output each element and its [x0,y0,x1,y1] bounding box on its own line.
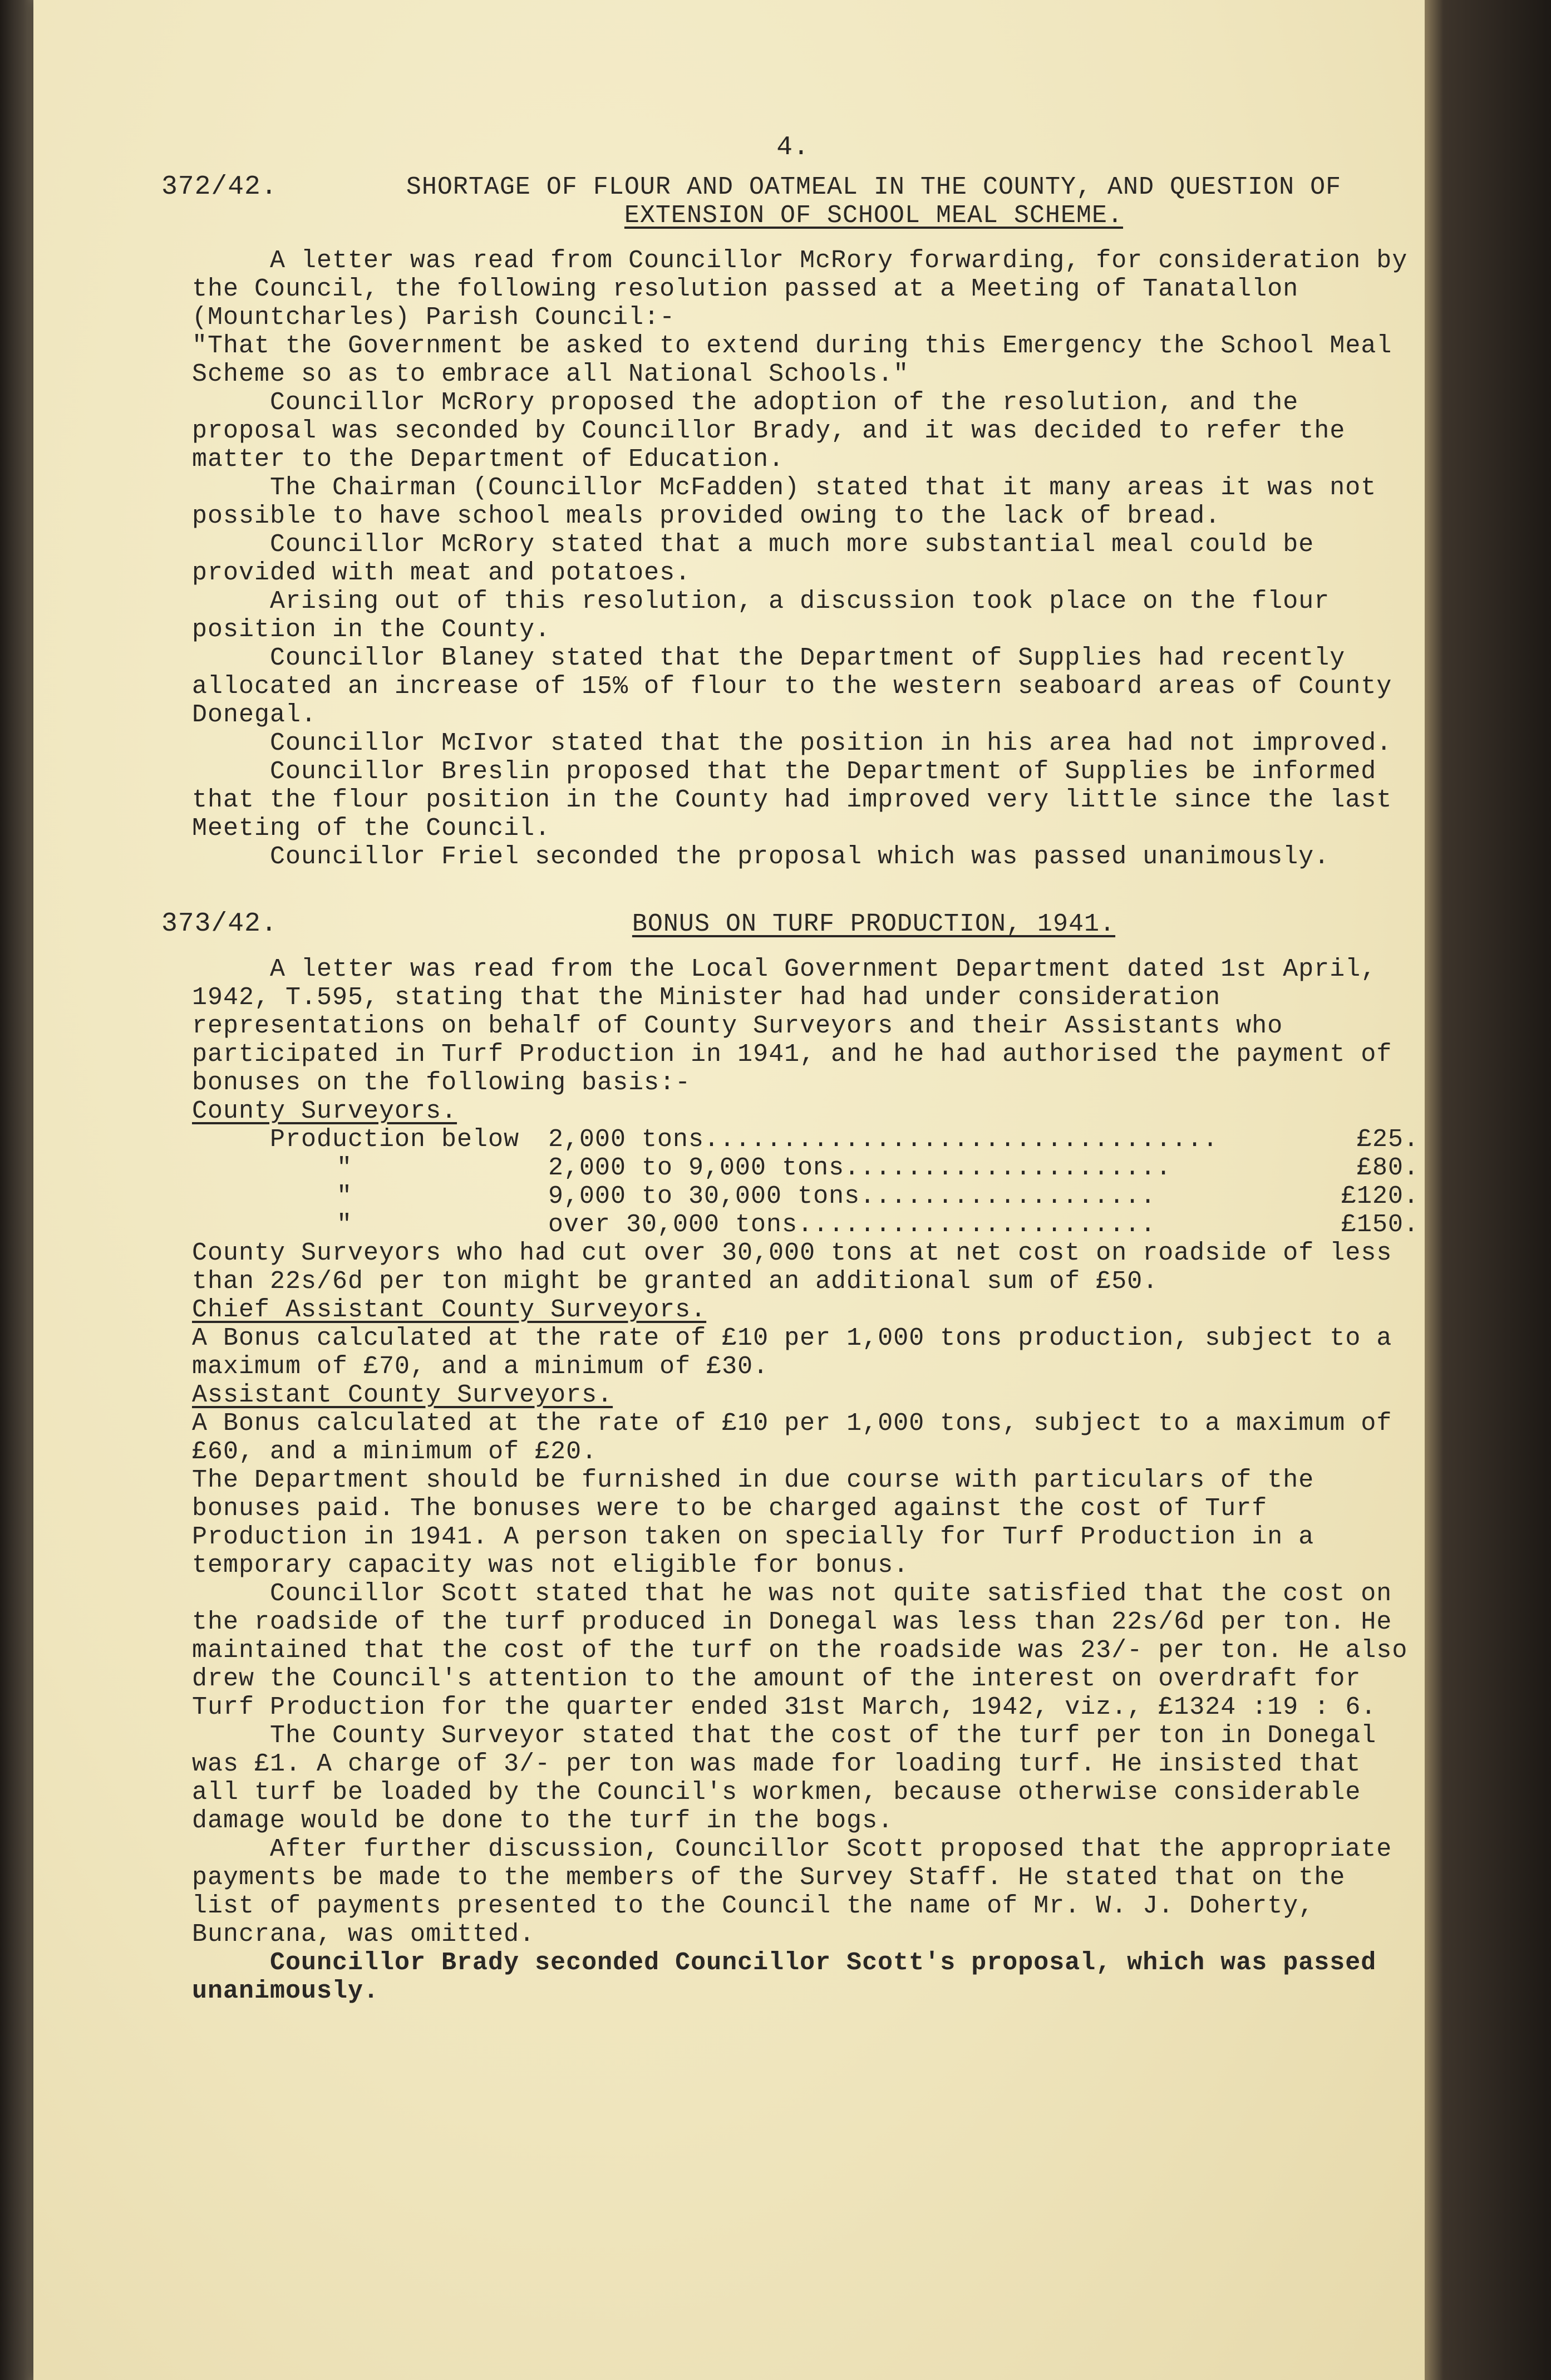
rate-row [270,1182,1419,1211]
minutes-content [161,134,1419,2005]
paragraph: Councillor Scott stated that he was not quite satisfied that the cost on the roadside of the turf produced in Donegal was less than 22s/6d per ton. He maintained that the cost of the turf on the roadside was 23/- per ton. He also drew the Council's attention to the amount of the interest on overdraft for Turf Production for the quarter ended 31st March, 1942, viz., £1324 :19 : 6. [192,1580,1408,1722]
paragraph: The County Surveyor stated that the cost of the turf per ton in Donegal was £1. A charge of 3/- per ton was made for loading turf. He insisted that all turf be loaded by the Council's workmen, because otherwise considerable damage would be done to the turf in the bogs. [192,1722,1377,1835]
rate-row [270,1125,1419,1154]
paragraph: Councillor McRory stated that a much more substantial meal could be provided with meat and potatoes. [192,530,1314,587]
paragraph: A Bonus calculated at the rate of £10 per 1,000 tons, subject to a maximum of £60, and a minimum of £20. [192,1409,1392,1466]
bonus-rates-table [270,1125,1419,1239]
item-ref: 373/42. [161,909,278,939]
paragraph: A Bonus calculated at the rate of £10 per 1,000 tons production, subject to a maximum of £70, and a minimum of £30. [192,1324,1392,1381]
paragraph: The Department should be furnished in due course with particulars of the bonuses paid. The bonuses were to be charged against the cost of Turf Production in 1941. A person taken on specially for Turf Production in a temporary capacity was not eligible for bonus. [192,1466,1314,1580]
rate-label: Production below [270,1125,520,1154]
paragraph: Arising out of this resolution, a discussion took place on the flour position in the County. [192,587,1330,644]
paragraph: The Chairman (Councillor McFadden) stated that it many areas it was not possible to have school meals provided owing to the lack of bread. [192,474,1377,530]
item-title-line-1: SHORTAGE OF FLOUR AND OATMEAL IN THE COUNTY, AND QUESTION OF [406,173,1342,201]
rate-range: 9,000 to 30,000 tons................... [548,1182,1156,1211]
item-ref: 372/42. [161,172,278,202]
rate-row [270,1211,1419,1239]
rate-amount: £120. [1341,1182,1419,1211]
rate-label: " [337,1154,353,1182]
item-title-line-2: EXTENSION OF SCHOOL MEAL SCHEME. [624,201,1124,230]
paragraph: Councillor Friel seconded the proposal which was passed unanimously. [270,843,1330,871]
rate-amount: £80. [1356,1154,1419,1182]
page-edge [1425,0,1551,2380]
rate-range: 2,000 to 9,000 tons..................... [548,1154,1172,1182]
item-title [328,173,1419,230]
paragraph: County Surveyors who had cut over 30,000 tons at net cost on roadside of less than 22s/6d per ton might be granted an additional sum of £50. [192,1239,1392,1296]
paragraph: A letter was read from the Local Government Department dated 1st April, 1942, T.595, stating that the Minister had had under consideration representations on behalf of County Surveyors and their Assistants who participated in Turf Production in 1941, and he had authorised the payment of bonuses on the following basis:- [192,955,1392,1097]
paragraph: After further discussion, Councillor Scott proposed that the appropriate payments be made to the members of the Survey Staff. He stated that on the list of payments presented to the Council the name of Mr. W. J. Doherty, Buncrana, was omitted. [192,1835,1392,1949]
paragraph: Councillor McIvor stated that the position in his area had not improved. [270,729,1392,758]
rate-label: " [337,1211,353,1239]
book-binding [0,0,33,2380]
paragraph: Councillor McRory proposed the adoption of the resolution, and the proposal was seconded by Councillor Brady, and it was decided to refer the matter to the Department of Education. [192,389,1346,474]
rate-range: 2,000 tons................................. [548,1125,1219,1154]
resolution-quote: "That the Government be asked to extend during this Emergency the School Meal Scheme so as to embrace all National Schools." [192,332,1392,389]
sub-heading-assistant: Assistant County Surveyors. [192,1381,613,1409]
paragraph: A letter was read from Councillor McRory forwarding, for consideration by the Council, the following resolution passed at a Meeting of Tanatallon (Mountcharles) Parish Council:- [192,247,1408,332]
item-body [192,247,1419,871]
sub-heading-chief-assistant: Chief Assistant County Surveyors. [192,1296,707,1324]
rate-amount: £25. [1356,1125,1419,1154]
paragraph: Councillor Breslin proposed that the Department of Supplies be informed that the flour position in the County had improved very little since the last Meeting of the Council. [192,758,1392,843]
rate-label: " [337,1182,353,1211]
item-body [192,955,1419,2005]
rate-row [270,1154,1419,1182]
rate-amount: £150. [1341,1211,1419,1239]
item-title: BONUS ON TURF PRODUCTION, 1941. [632,910,1116,938]
paragraph: Councillor Blaney stated that the Department of Supplies had recently allocated an increase of 15% of flour to the western seaboard areas of County Donegal. [192,644,1392,729]
sub-heading-county-surveyors: County Surveyors. [192,1097,457,1125]
rate-range: over 30,000 tons....................... [548,1211,1156,1239]
closing-paragraph: Councillor Brady seconded Councillor Scott's proposal, which was passed unanimously. [192,1949,1377,2005]
item-heading [161,910,1419,938]
item-heading [161,173,1419,230]
page-number: 4. [776,132,810,163]
